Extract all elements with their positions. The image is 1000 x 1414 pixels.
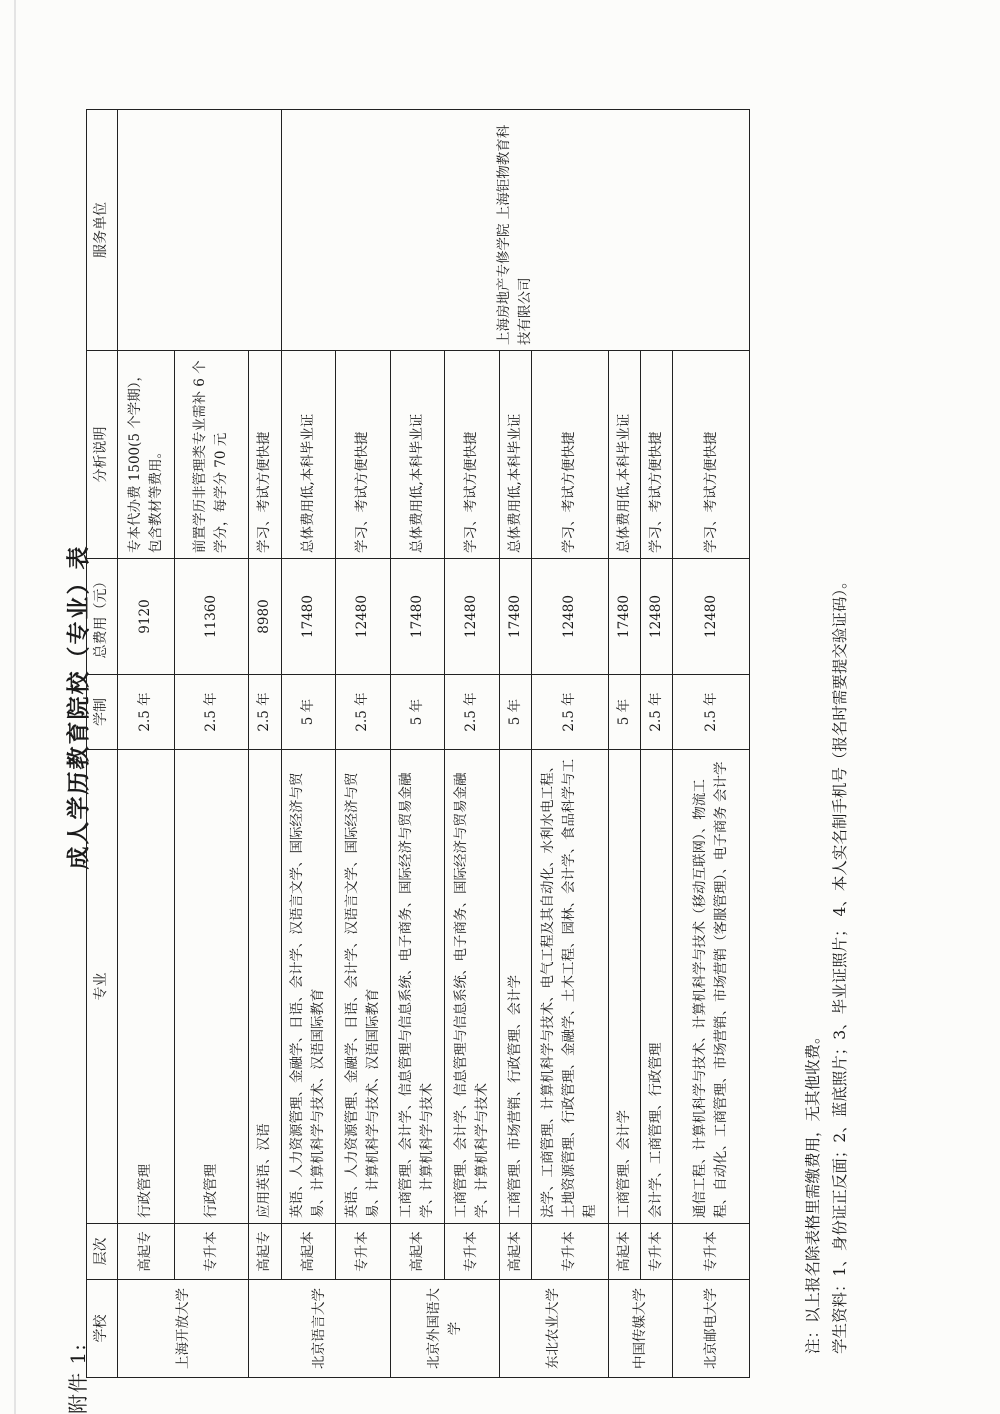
duration-cell: 2.5 年: [673, 675, 750, 750]
service-cell-blank: [118, 110, 282, 351]
school-cell: 北京邮电大学: [673, 1280, 750, 1378]
note-cell: 学习、考试方便快捷: [640, 351, 672, 559]
duration-cell: 5 年: [608, 675, 640, 750]
fee-cell: 17480: [390, 559, 445, 675]
note-cell: 学习、考试方便快捷: [445, 351, 500, 559]
major-cell: 会计学、工商管理、行政管理: [640, 750, 672, 1224]
level-cell: 高起本: [390, 1224, 445, 1280]
level-cell: 专升本: [531, 1224, 608, 1280]
header-school: 学校: [87, 1280, 118, 1378]
level-cell: 高起专: [249, 1224, 281, 1280]
header-level: 层次: [87, 1224, 118, 1280]
header-service: 服务单位: [87, 110, 118, 351]
duration-cell: 2.5 年: [531, 675, 608, 750]
note-fees: 注：以上报名除表格里需缴费用，无其他收费。: [804, 1028, 822, 1354]
note-cell: 总体费用低,本科毕业证: [281, 351, 336, 559]
institution-table: [86, 109, 750, 1378]
note-cell: 前置学历非管理类专业需补 6 个学分，每学分 70 元: [174, 351, 249, 559]
note-materials: 学生资料：1、身份证正反面；2、蓝底照片；3、毕业证照片； 4、本人实名制手机号（报名时需要提交验证码）。: [831, 573, 850, 1354]
major-cell: 行政管理: [174, 750, 249, 1224]
level-cell: 高起专: [118, 1224, 175, 1280]
level-cell: 专升本: [673, 1224, 750, 1280]
service-unit-cell: 上海房地产专修学院 上海钜物教育科技有限公司: [281, 110, 749, 351]
level-cell: 专升本: [445, 1224, 500, 1280]
level-cell: 高起本: [281, 1224, 336, 1280]
table-row: [281, 110, 336, 1378]
footnotes: [800, 573, 854, 1354]
attachment-label: 附件 1:: [66, 1343, 90, 1414]
major-cell: 英语、人力资源管理、金融学、日语、会计学、汉语言文学、国际经济与贸易、计算机科学与技术、汉语国际教育: [336, 750, 391, 1224]
fee-cell: 12480: [531, 559, 608, 675]
note-cell: 专本代办费 1500(5 个学期），包含教材等费用。: [118, 351, 175, 559]
note-cell: 总体费用低,本科毕业证: [390, 351, 445, 559]
note-cell: 学习、考试方便快捷: [336, 351, 391, 559]
note-cell: 学习、考试方便快捷: [531, 351, 608, 559]
duration-cell: 2.5 年: [249, 675, 281, 750]
page-title: 成人学历教育院校（专业）表: [65, 544, 92, 870]
level-cell: 高起本: [608, 1224, 640, 1280]
major-cell: 工商管理、会计学、信息管理与信息系统、电子商务、国际经济与贸易金融学、计算机科学与技术: [390, 750, 445, 1224]
school-cell: 上海开放大学: [118, 1280, 249, 1378]
level-cell: 专升本: [336, 1224, 391, 1280]
level-cell: 专升本: [640, 1224, 672, 1280]
header-fee: 总费用（元）: [87, 559, 118, 675]
table-header-row: [87, 110, 118, 1378]
note-cell: 总体费用低,本科毕业证: [499, 351, 531, 559]
duration-cell: 2.5 年: [118, 675, 175, 750]
duration-cell: 2.5 年: [445, 675, 500, 750]
fee-cell: 12480: [445, 559, 500, 675]
duration-cell: 2.5 年: [336, 675, 391, 750]
level-cell: 高起本: [499, 1224, 531, 1280]
major-cell: 应用英语、汉语: [249, 750, 281, 1224]
major-cell: 英语、人力资源管理、金融学、日语、会计学、汉语言文学、国际经济与贸易、计算机科学与技术、汉语国际教育: [281, 750, 336, 1224]
table-row: [118, 110, 175, 1378]
major-cell: 工商管理、市场营销、行政管理、会计学: [499, 750, 531, 1224]
fee-cell: 12480: [336, 559, 391, 675]
header-major: 专业: [87, 750, 118, 1224]
header-duration: 学制: [87, 675, 118, 750]
fee-cell: 17480: [281, 559, 336, 675]
duration-cell: 5 年: [499, 675, 531, 750]
fee-cell: 9120: [118, 559, 175, 675]
duration-cell: 2.5 年: [640, 675, 672, 750]
school-cell: 中国传媒大学: [608, 1280, 673, 1378]
fee-cell: 17480: [499, 559, 531, 675]
note-cell: 学习、考试方便快捷: [673, 351, 750, 559]
major-cell: 工商管理、会计学、信息管理与信息系统、电子商务、国际经济与贸易金融学、计算机科学与技术: [445, 750, 500, 1224]
school-cell: 北京语言大学: [249, 1280, 390, 1378]
duration-cell: 5 年: [390, 675, 445, 750]
note-cell: 学习、考试方便快捷: [249, 351, 281, 559]
fee-cell: 17480: [608, 559, 640, 675]
fee-cell: 8980: [249, 559, 281, 675]
school-cell: 北京外国语大学: [390, 1280, 499, 1378]
major-cell: 法学、工商管理、计算机科学与技术、电气工程及其自动化、水利水电工程、土地资源管理、行政管理、金融学、土木工程、园林、会计学、食品科学与工程: [531, 750, 608, 1224]
fee-cell: 12480: [640, 559, 672, 675]
fee-cell: 11360: [174, 559, 249, 675]
level-cell: 专升本: [174, 1224, 249, 1280]
major-cell: 行政管理: [118, 750, 175, 1224]
major-cell: 通信工程、计算机科学与技术、计算机科学与技术（移动互联网）、物流工程、自动化、工商管理、市场营销、市场营销（客服管理）、电子商务 会计学: [673, 750, 750, 1224]
note-cell: 总体费用低,本科毕业证: [608, 351, 640, 559]
school-cell: 东北农业大学: [499, 1280, 608, 1378]
fee-cell: 12480: [673, 559, 750, 675]
header-note: 分析说明: [87, 351, 118, 559]
duration-cell: 5 年: [281, 675, 336, 750]
major-cell: 工商管理、会计学: [608, 750, 640, 1224]
duration-cell: 2.5 年: [174, 675, 249, 750]
